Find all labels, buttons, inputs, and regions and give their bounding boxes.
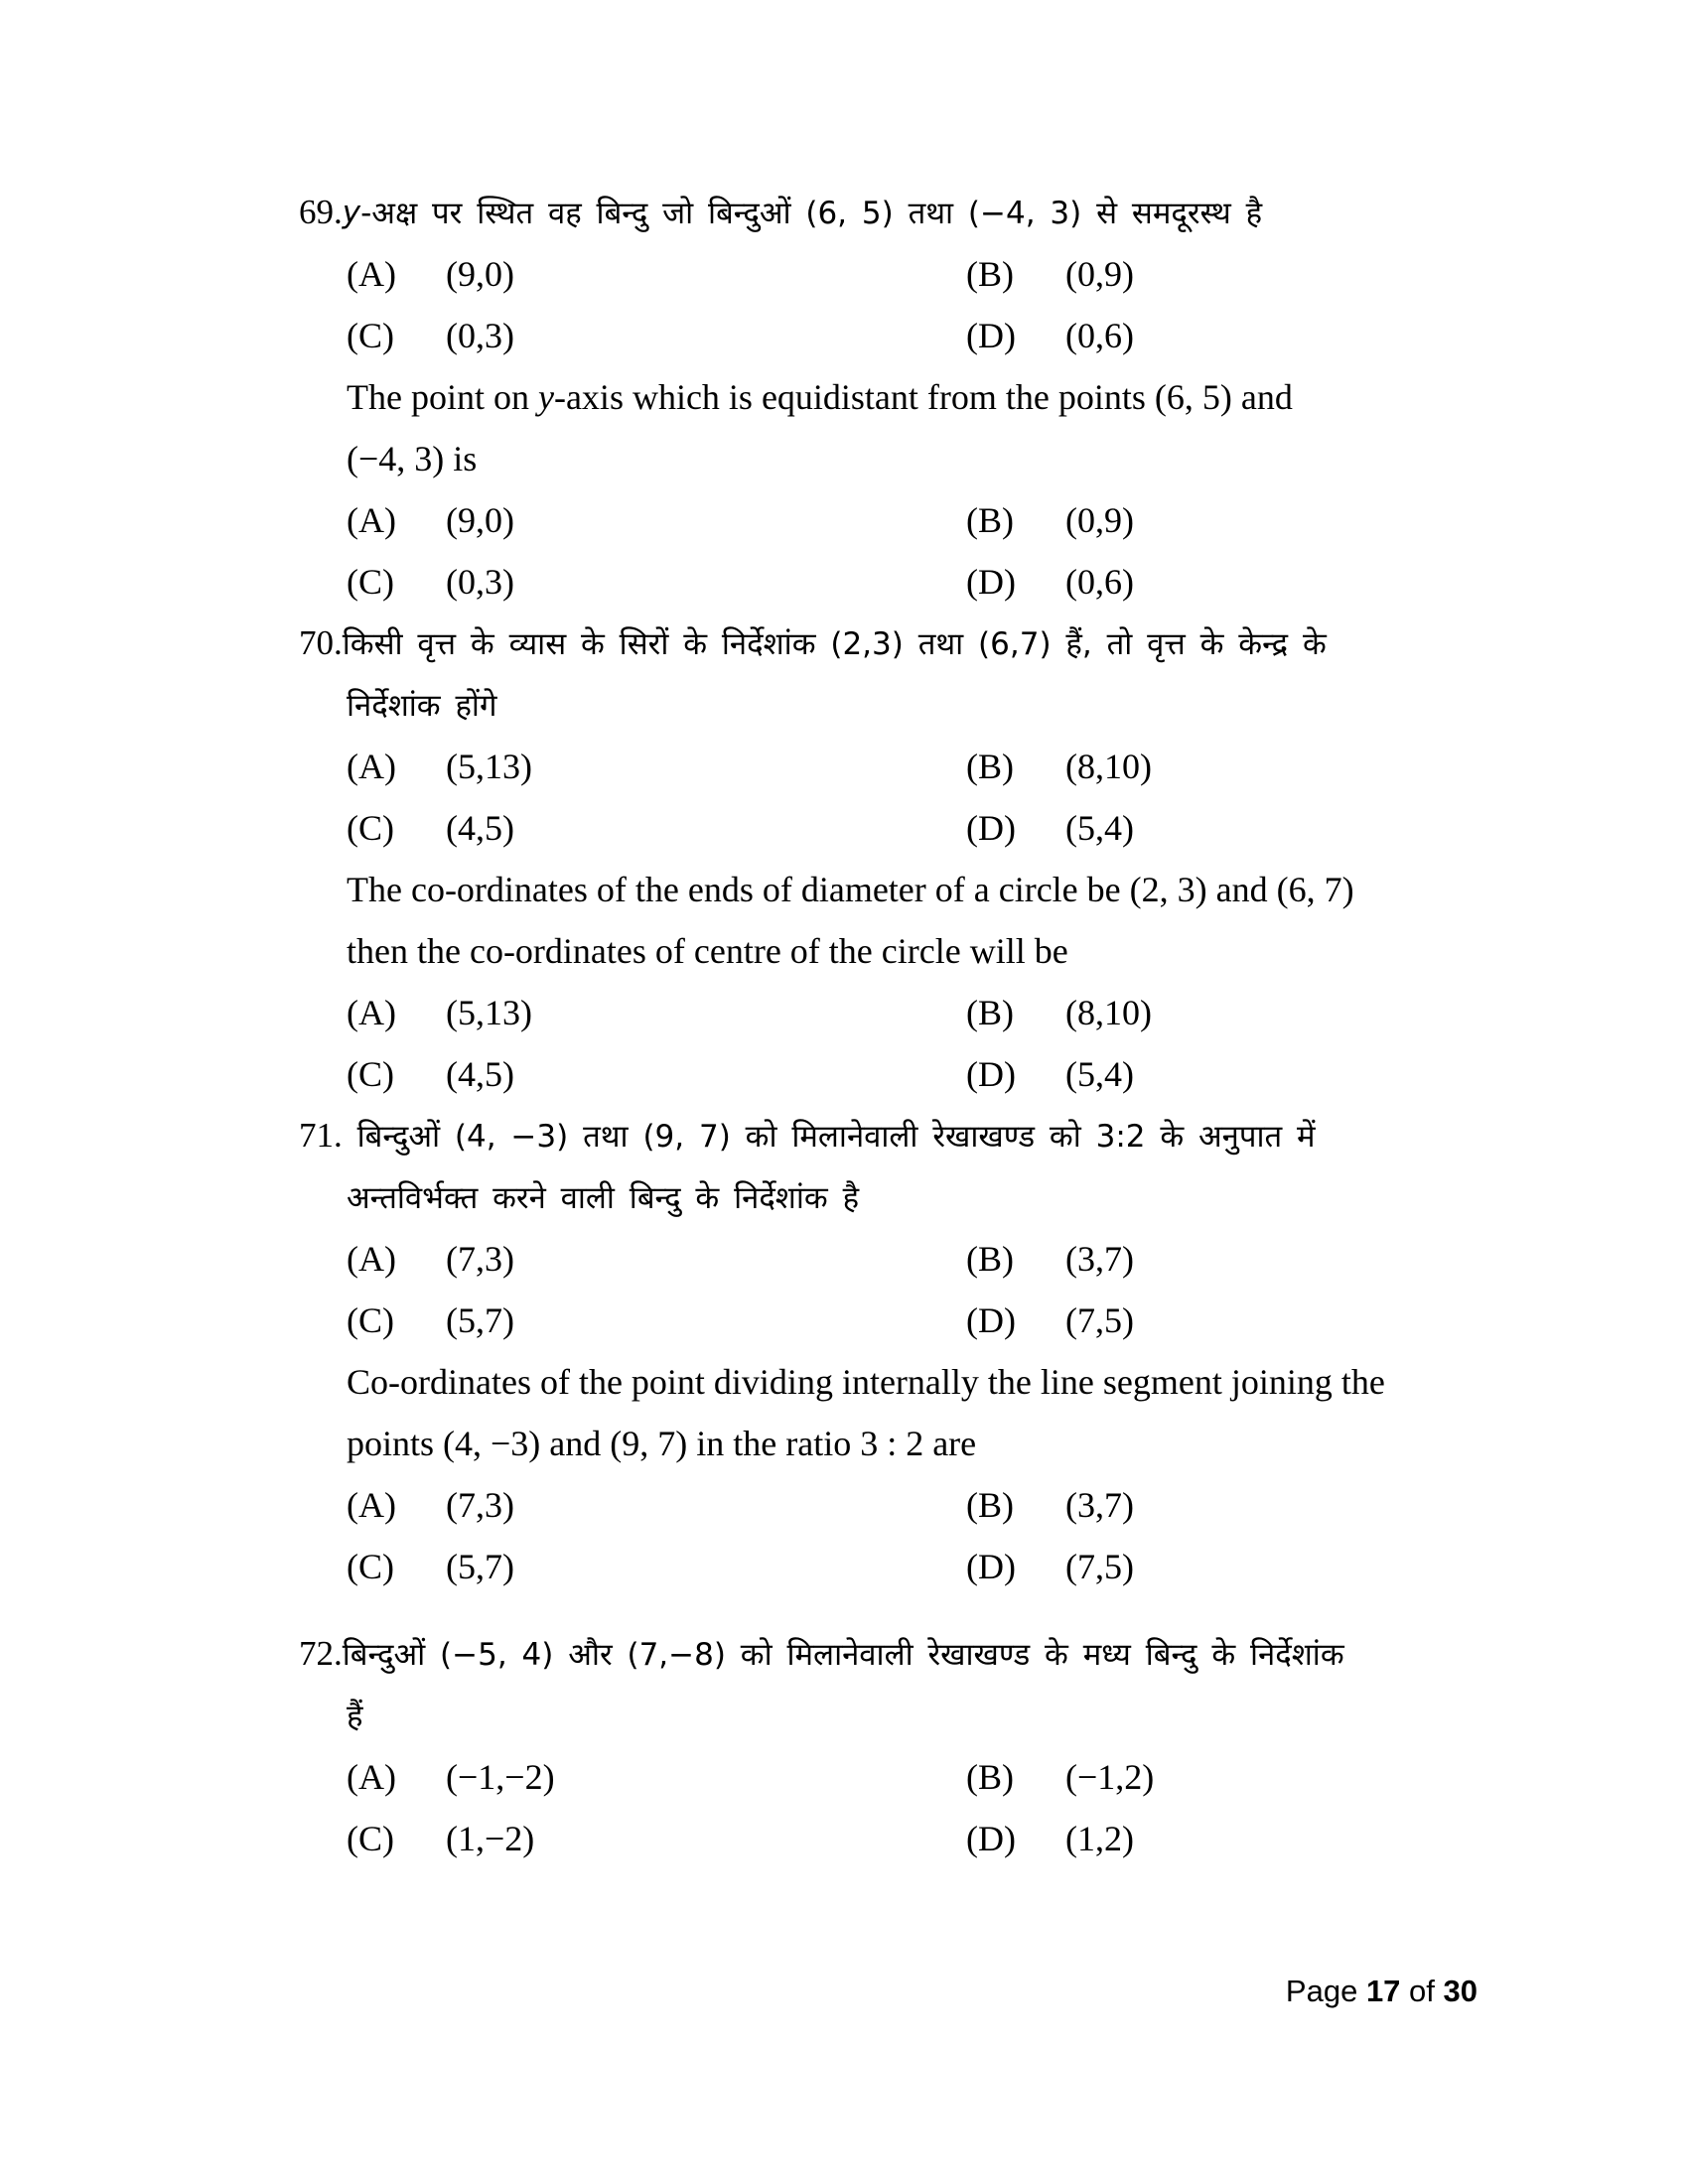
options-grid <box>347 982 1406 1105</box>
option-item <box>347 982 966 1043</box>
option-label: (A) <box>347 1485 396 1525</box>
option-item <box>966 982 1152 1043</box>
option-value: (−1,2) <box>1065 1757 1155 1797</box>
footer-current-page: 17 <box>1365 1974 1401 2008</box>
option-item <box>347 489 966 551</box>
option-item <box>966 1290 1134 1351</box>
option-value: (8,10) <box>1065 993 1152 1032</box>
question-text-segment: बिन्दुओं (−5, 4) और (7,−8) को मिलानेवाली रेखाखण्ड के मध्य बिन्दु के निर्देशांक <box>342 1637 1344 1673</box>
option-item <box>966 305 1134 366</box>
question-line <box>299 1105 1406 1166</box>
option-item <box>966 1228 1134 1290</box>
question-text-segment: points (4, −3) and (9, 7) in the ratio 3 : 2 are <box>347 1424 977 1463</box>
question-line <box>299 182 1406 243</box>
footer-of-label: of <box>1400 1974 1444 2008</box>
question-text-segment: then the co-ordinates of centre of the circle will be <box>347 931 1068 971</box>
option-value: (9,0) <box>446 500 514 540</box>
option-value: (3,7) <box>1065 1239 1134 1279</box>
option-label: (C) <box>347 1547 394 1586</box>
question-text-segment: -axis which is equidistant from the points (6, 5) and <box>553 377 1293 417</box>
question-line <box>347 1685 1406 1746</box>
option-item <box>966 551 1134 613</box>
question-line <box>347 1166 1406 1228</box>
option-item <box>347 1746 966 1808</box>
question-line <box>347 428 1406 489</box>
option-item <box>347 551 966 613</box>
question-text-segment: निर्देशांक होंगे <box>347 688 497 724</box>
option-item <box>347 1043 966 1105</box>
question-block <box>299 1105 1406 1597</box>
option-label: (C) <box>347 316 394 355</box>
option-value: (5,13) <box>446 993 532 1032</box>
question-number: 70. <box>299 623 343 662</box>
option-item <box>966 1474 1134 1536</box>
option-label: (A) <box>347 993 396 1032</box>
option-value: (0,6) <box>1065 316 1134 355</box>
question-line <box>347 366 1406 428</box>
option-value: (5,7) <box>446 1300 514 1340</box>
option-item <box>347 736 966 797</box>
option-label: (C) <box>347 1054 394 1094</box>
option-value: (7,5) <box>1065 1547 1134 1586</box>
option-label: (B) <box>966 254 1014 294</box>
option-value: (1,−2) <box>446 1819 535 1858</box>
option-value: (5,7) <box>446 1547 514 1586</box>
options-grid <box>347 243 1406 366</box>
options-grid <box>347 1228 1406 1351</box>
question-text-segment: बिन्दुओं (4, −3) तथा (9, 7) को मिलानेवाली रेखाखण्ड को 3:2 के अनुपात में <box>342 1119 1316 1155</box>
question-text-segment: अन्तविर्भक्त करने वाली बिन्दु के निर्देशांक है <box>347 1180 860 1216</box>
option-label: (B) <box>966 1239 1014 1279</box>
option-item <box>347 1290 966 1351</box>
option-value: (4,5) <box>446 808 514 848</box>
question-block <box>299 613 1406 1105</box>
question-text-segment: Co-ordinates of the point dividing internally the line segment joining the <box>347 1362 1385 1402</box>
options-grid <box>347 489 1406 613</box>
question-line <box>347 1351 1406 1413</box>
question-line <box>299 613 1406 674</box>
option-value: (3,7) <box>1065 1485 1134 1525</box>
option-item <box>966 1746 1154 1808</box>
option-label: (A) <box>347 254 396 294</box>
question-number: 69. <box>299 193 343 231</box>
option-value: (0,9) <box>1065 500 1134 540</box>
option-value: (9,0) <box>446 254 514 294</box>
options-grid <box>347 736 1406 859</box>
option-value: (7,3) <box>446 1485 514 1525</box>
options-grid <box>347 1746 1406 1869</box>
option-label: (A) <box>347 1757 396 1797</box>
question-line <box>347 674 1406 736</box>
option-item <box>966 736 1152 797</box>
option-value: (5,13) <box>446 747 532 786</box>
question-block <box>299 182 1406 613</box>
option-value: (1,2) <box>1065 1819 1134 1858</box>
question-text-segment: The point on <box>347 377 538 417</box>
option-label: (C) <box>347 562 394 602</box>
option-label: (A) <box>347 747 396 786</box>
option-value: (−1,−2) <box>446 1757 555 1797</box>
option-item <box>347 1536 966 1597</box>
footer-total-pages: 30 <box>1443 1974 1477 2008</box>
option-label: (B) <box>966 747 1014 786</box>
page-footer <box>1286 1974 1477 2009</box>
option-value: (8,10) <box>1065 747 1152 786</box>
option-item <box>966 797 1152 859</box>
option-label: (D) <box>966 1300 1016 1340</box>
option-item <box>347 1228 966 1290</box>
option-item <box>347 243 966 305</box>
option-item <box>966 243 1134 305</box>
option-item <box>966 1808 1154 1869</box>
option-label: (D) <box>966 1819 1016 1858</box>
question-text-segment: (−4, 3) is <box>347 439 478 478</box>
option-label: (D) <box>966 316 1016 355</box>
question-line <box>299 1623 1406 1685</box>
question-block <box>299 1623 1406 1869</box>
question-number: 71. <box>299 1116 343 1155</box>
option-item <box>966 1043 1152 1105</box>
option-item <box>966 489 1134 551</box>
option-item <box>347 1474 966 1536</box>
question-line <box>347 859 1406 920</box>
footer-page-label: Page <box>1285 1974 1366 2008</box>
question-text-segment: y <box>342 195 361 230</box>
option-value: (7,5) <box>1065 1300 1134 1340</box>
option-label: (D) <box>966 1547 1016 1586</box>
option-label: (A) <box>347 500 396 540</box>
exam-page-content <box>299 182 1406 1869</box>
option-label: (D) <box>966 808 1016 848</box>
question-line <box>347 920 1406 982</box>
option-label: (B) <box>966 1757 1014 1797</box>
option-label: (B) <box>966 1485 1014 1525</box>
question-line <box>347 1413 1406 1474</box>
question-text-segment: -अक्ष पर स्थित वह बिन्दु जो बिन्दुओं (6, 5) तथा (−4, 3) से समदूरस्थ है <box>360 196 1263 231</box>
option-value: (5,4) <box>1065 1054 1134 1094</box>
question-text-segment: y <box>537 377 554 417</box>
option-value: (5,4) <box>1065 808 1134 848</box>
option-label: (B) <box>966 993 1014 1032</box>
option-label: (C) <box>347 808 394 848</box>
question-text-segment: किसी वृत्त के व्यास के सिरों के निर्देशांक (2,3) तथा (6,7) हैं, तो वृत्त के केन्द्र के <box>342 626 1327 662</box>
option-value: (7,3) <box>446 1239 514 1279</box>
option-item <box>347 1808 966 1869</box>
question-number: 72. <box>299 1634 343 1673</box>
option-label: (A) <box>347 1239 396 1279</box>
option-label: (B) <box>966 500 1014 540</box>
option-label: (C) <box>347 1300 394 1340</box>
option-label: (D) <box>966 562 1016 602</box>
option-value: (0,3) <box>446 562 514 602</box>
option-item <box>966 1536 1134 1597</box>
option-label: (D) <box>966 1054 1016 1094</box>
question-text-segment: The co-ordinates of the ends of diameter of a circle be (2, 3) and (6, 7) <box>347 870 1354 909</box>
option-value: (4,5) <box>446 1054 514 1094</box>
questions <box>299 182 1406 1869</box>
option-value: (0,9) <box>1065 254 1134 294</box>
option-item <box>347 305 966 366</box>
question-text-segment: हैं <box>347 1699 363 1734</box>
options-grid <box>347 1474 1406 1597</box>
option-label: (C) <box>347 1819 394 1858</box>
option-value: (0,3) <box>446 316 514 355</box>
option-value: (0,6) <box>1065 562 1134 602</box>
option-item <box>347 797 966 859</box>
